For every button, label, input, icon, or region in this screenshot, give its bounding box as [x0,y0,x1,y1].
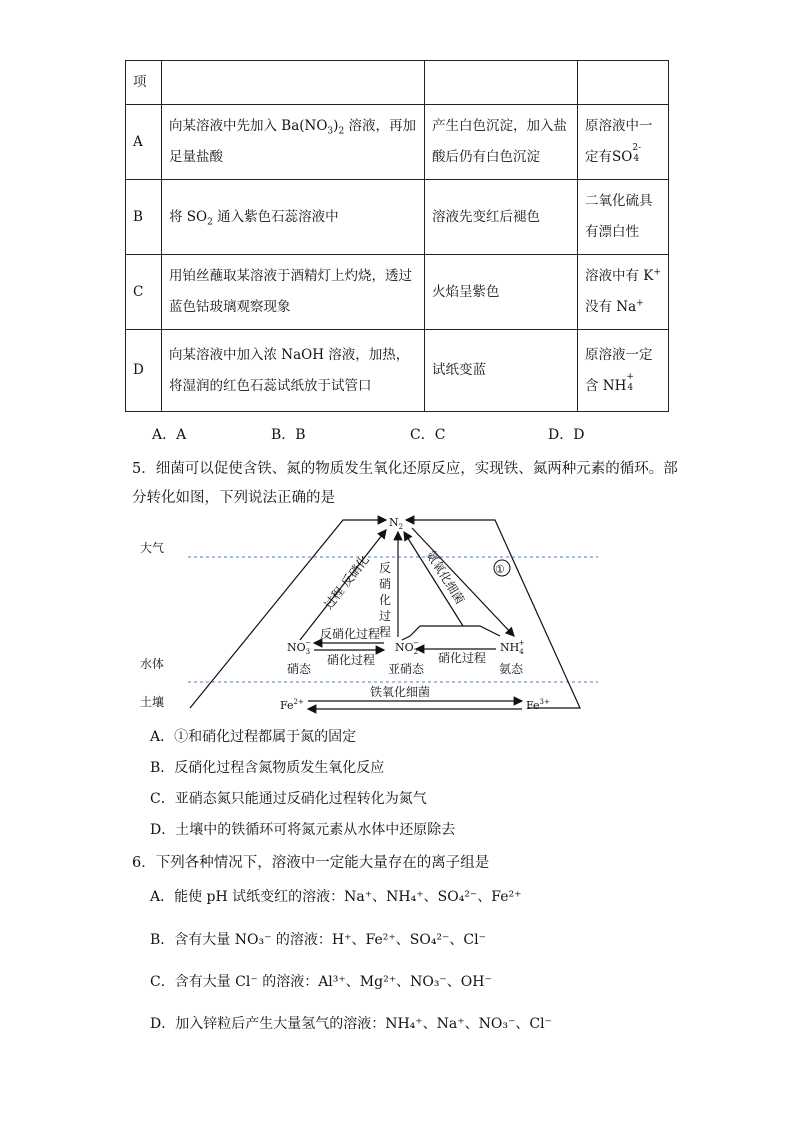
q5-stem-line1: 5．细菌可以促使含铁、氮的物质发生氧化还原反应，实现铁、氮两种元素的循环。部 [132,461,678,477]
q5-option-d[interactable]: D．土壤中的铁循环可将氮元素从水体中还原除去 [150,822,456,838]
q5-option-b[interactable]: B．反硝化过程含氮物质发生氧化反应 [150,760,385,776]
row-label: C [126,255,162,330]
fe2-node: $Fe^{2+}$ [280,698,304,712]
table-header-row [126,61,669,105]
table-row [126,180,669,255]
no2-name: 亚硝态 [388,662,425,676]
nit-h2-label: 硝化过程 [438,651,487,665]
denit-mid-3: 过 [379,609,392,623]
row-operation: 向某溶液中先加入 $Ba(NO_3)_2$ 溶液，再加 足量盐酸 [162,105,425,180]
nit-h1-label: 硝化过程 [327,653,376,667]
iron-bacteria-label: 铁氧化细菌 [370,685,431,699]
no3-name: 硝态 [287,662,312,676]
row-operation: 用铂丝蘸取某溶液于酒精灯上灼烧，透过 蓝色钴玻璃观察现象 [162,255,425,330]
row-phenomenon: 火焰呈紫色 [425,255,578,330]
header-cell-item: 项 [126,61,162,105]
denit-mid-1: 硝 [379,577,392,591]
row-phenomenon: 试纸变蓝 [425,330,578,412]
row-operation: 向某溶液中加入浓 NaOH 溶液，加热， 将湿润的红色石蕊试纸放于试管口 [162,330,425,412]
table-row [126,255,669,330]
water-label: 水体 [140,657,165,671]
table-row [126,105,669,180]
outer-left-path [190,520,386,708]
ammonia-bacteria-label: 氨氧化细菌 [423,548,468,607]
row-label: A [126,105,162,180]
atmosphere-label: 大气 [140,541,165,555]
row-conclusion: 二氧化硫具 有漂白性 [578,180,669,255]
header-cell-phenomenon [425,61,578,105]
denit-mid-4: 程 [379,625,392,639]
row-conclusion: 原溶液一定 含 NH + 4 [578,330,669,412]
choice-a[interactable]: A．A [152,427,187,443]
row-label: D [126,330,162,412]
q6-option-b[interactable]: B．含有大量 NO₃⁻ 的溶液：H⁺、Fe²⁺、SO₄²⁻、Cl⁻ [150,932,487,948]
ammonia-oxidation-path [402,626,500,640]
no3-node: $NO_3-$ [287,639,311,656]
denit-mid-2: 化 [379,593,392,607]
row-conclusion: 原溶液中一 定有SO 2- 4 [578,105,669,180]
no2-node: $NO_2-$ [395,639,419,656]
row-phenomenon: 产生白色沉淀，加入盐 酸后仍有白色沉淀 [425,105,578,180]
denit-left-label: 过程反硝化 [321,552,372,612]
q5-stem-line2: 分转化如图，下列说法正确的是 [132,490,335,506]
q6-option-c[interactable]: C．含有大量 Cl⁻ 的溶液：Al³⁺、Mg²⁺、NO₃⁻、OH⁻ [150,974,492,990]
table-row [126,330,669,412]
q6-stem: 6．下列各种情况下，溶液中一定能大量存在的离子组是 [132,855,490,871]
nitrogen-cycle-diagram [130,510,610,720]
row-conclusion: 溶液中有 K+ 没有 Na+ [578,255,669,330]
header-cell-operation [162,61,425,105]
q6-option-d[interactable]: D．加入锌粒后产生大量氢气的溶液：NH₄⁺、Na⁺、NO₃⁻、Cl⁻ [150,1016,552,1032]
soil-label: 土壤 [140,695,165,709]
fe3-node: $Fe^{3+}$ [526,698,550,712]
circle-one-label: ① [495,563,505,576]
row-operation: 将 $SO_2$ 通入紫色石蕊溶液中 [162,180,425,255]
choice-b[interactable]: B．B [271,427,306,443]
header-cell-conclusion [578,61,669,105]
q5-option-a[interactable]: A．①和硝化过程都属于氮的固定 [150,729,357,745]
nh4-name: 氨态 [499,662,524,676]
q5-option-c[interactable]: C．亚硝态氮只能通过反硝化过程转化为氮气 [150,791,427,807]
denit-h-label: 反硝化过程 [320,627,381,641]
row-label: B [126,180,162,255]
choice-c[interactable]: C．C [410,427,446,443]
q6-option-a[interactable]: A．能使 pH 试纸变红的溶液：Na⁺、NH₄⁺、SO₄²⁻、Fe²⁺ [150,889,522,905]
nh4-node: $NH_4+$ [500,639,525,656]
n2-to-nh4-arrow [412,528,514,636]
row-phenomenon: 溶液先变红后褪色 [425,180,578,255]
n2-node: $N_2$ [389,516,404,531]
choice-d[interactable]: D．D [548,427,585,443]
denit-mid-0: 反 [379,561,392,575]
options-table [125,60,669,412]
